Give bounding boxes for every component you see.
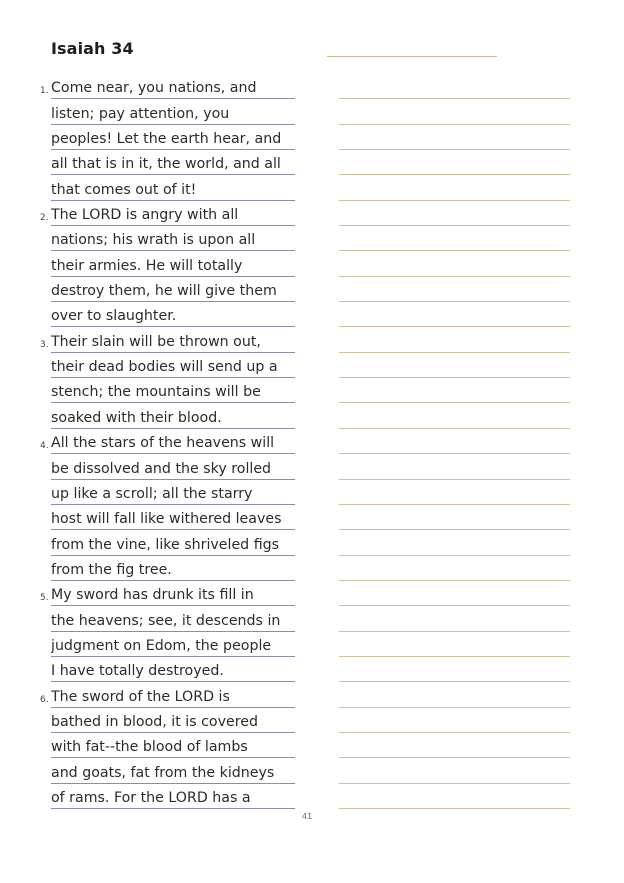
scripture-line	[0, 378, 330, 403]
verse-number: 5.	[40, 593, 49, 604]
scripture-column	[0, 74, 330, 809]
scripture-line	[0, 480, 330, 505]
writing-line[interactable]	[339, 454, 570, 479]
writing-line[interactable]	[339, 74, 570, 99]
scripture-line	[0, 429, 330, 454]
writing-line[interactable]	[339, 581, 570, 606]
writing-line[interactable]	[339, 480, 570, 505]
verse-text: the heavens; see, it descends in	[51, 612, 295, 632]
scripture-line	[0, 403, 330, 428]
verse-text: destroy them, he will give them	[51, 282, 295, 302]
scripture-line	[0, 74, 330, 99]
verse-text: over to slaughter.	[51, 307, 295, 327]
verse-number: 6.	[40, 694, 49, 705]
verse-text: Their slain will be thrown out,	[51, 333, 295, 353]
scripture-line	[0, 454, 330, 479]
verse-text: all that is in it, the world, and all	[51, 155, 295, 175]
scripture-line	[0, 505, 330, 530]
writing-line[interactable]	[339, 378, 570, 403]
writing-line[interactable]	[339, 302, 570, 327]
verse-text: from the fig tree.	[51, 561, 295, 581]
verse-text: bathed in blood, it is covered	[51, 713, 295, 733]
scripture-line	[0, 784, 330, 809]
writing-line[interactable]	[339, 175, 570, 200]
verse-text: The sword of the LORD is	[51, 688, 295, 708]
verse-text: The LORD is angry with all	[51, 206, 295, 226]
verse-number: 2.	[40, 213, 49, 224]
verse-text: host will fall like withered leaves	[51, 510, 295, 530]
writing-line[interactable]	[339, 150, 570, 175]
writing-line[interactable]	[339, 708, 570, 733]
verse-text: from the vine, like shriveled figs	[51, 536, 295, 556]
writing-line[interactable]	[339, 403, 570, 428]
writing-line[interactable]	[339, 353, 570, 378]
verse-text: of rams. For the LORD has a	[51, 789, 295, 809]
writing-line[interactable]	[339, 201, 570, 226]
page-number: 41	[302, 812, 313, 821]
verse-text: I have totally destroyed.	[51, 662, 295, 682]
writing-column	[339, 74, 570, 809]
scripture-line	[0, 682, 330, 707]
verse-text: that comes out of it!	[51, 181, 295, 201]
verse-text: stench; the mountains will be	[51, 383, 295, 403]
verse-text: up like a scroll; all the starry	[51, 485, 295, 505]
writing-line[interactable]	[339, 251, 570, 276]
verse-text: Come near, you nations, and	[51, 79, 295, 99]
writing-line[interactable]	[339, 277, 570, 302]
writing-line[interactable]	[339, 682, 570, 707]
scripture-line	[0, 632, 330, 657]
writing-line[interactable]	[339, 733, 570, 758]
verse-number: 3.	[40, 339, 49, 350]
writing-line[interactable]	[339, 99, 570, 124]
verse-number: 4.	[40, 441, 49, 452]
scripture-line	[0, 556, 330, 581]
title-writing-line	[327, 56, 497, 57]
scripture-line	[0, 733, 330, 758]
verse-text: be dissolved and the sky rolled	[51, 460, 295, 480]
scripture-line	[0, 277, 330, 302]
page-title: Isaiah 34	[51, 39, 134, 58]
scripture-line	[0, 201, 330, 226]
writing-line[interactable]	[339, 784, 570, 809]
scripture-line	[0, 99, 330, 124]
writing-line[interactable]	[339, 226, 570, 251]
verse-text: listen; pay attention, you	[51, 105, 295, 125]
verse-number: 1.	[40, 86, 49, 97]
verse-text: judgment on Edom, the people	[51, 637, 295, 657]
writing-line[interactable]	[339, 606, 570, 631]
writing-line[interactable]	[339, 657, 570, 682]
verse-text: soaked with their blood.	[51, 409, 295, 429]
verse-text: their dead bodies will send up a	[51, 358, 295, 378]
verse-text: with fat--the blood of lambs	[51, 738, 295, 758]
scripture-line	[0, 353, 330, 378]
verse-text: peoples! Let the earth hear, and	[51, 130, 295, 150]
scripture-line	[0, 657, 330, 682]
scripture-line	[0, 175, 330, 200]
scripture-line	[0, 302, 330, 327]
writing-line[interactable]	[339, 429, 570, 454]
writing-line[interactable]	[339, 530, 570, 555]
scripture-line	[0, 150, 330, 175]
scripture-line	[0, 327, 330, 352]
verse-text: All the stars of the heavens will	[51, 434, 295, 454]
scripture-line	[0, 226, 330, 251]
verse-text: and goats, fat from the kidneys	[51, 764, 295, 784]
verse-text: their armies. He will totally	[51, 257, 295, 277]
verse-text: My sword has drunk its fill in	[51, 586, 295, 606]
writing-line[interactable]	[339, 505, 570, 530]
scripture-line	[0, 708, 330, 733]
writing-line[interactable]	[339, 327, 570, 352]
verse-text: nations; his wrath is upon all	[51, 231, 295, 251]
scripture-line	[0, 251, 330, 276]
writing-line[interactable]	[339, 758, 570, 783]
scripture-line	[0, 606, 330, 631]
scripture-line	[0, 530, 330, 555]
scripture-line	[0, 125, 330, 150]
writing-line[interactable]	[339, 632, 570, 657]
scripture-line	[0, 581, 330, 606]
writing-line[interactable]	[339, 556, 570, 581]
writing-line[interactable]	[339, 125, 570, 150]
scripture-line	[0, 758, 330, 783]
